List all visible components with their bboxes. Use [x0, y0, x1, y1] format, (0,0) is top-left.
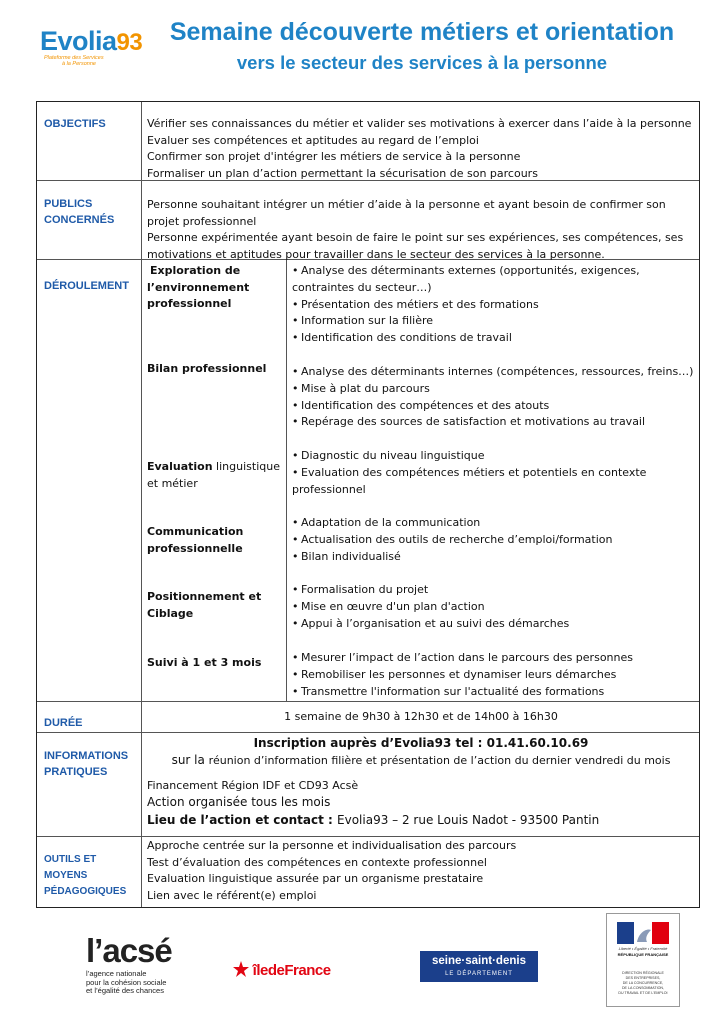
- public-item: Personne souhaitant intégrer un métier d’aide à la personne et ayant besoin de confirmer son projet professionnel: [147, 198, 666, 228]
- objectifs-label: OBJECTIFS: [44, 118, 106, 130]
- step-evaluation-bullets: [292, 448, 694, 498]
- bullet-item: • Présentation des métiers et des formations: [292, 297, 694, 314]
- objectif-item: Evaluer ses compétences et aptitudes au regard de l’emploi: [147, 133, 479, 147]
- objectif-item: Formaliser un plan d’action permettant la sécurisation de son parcours: [147, 166, 538, 180]
- step-exploration-title: Exploration de l’environnement professionnel: [147, 264, 250, 310]
- bullet-item: • Mesurer l’impact de l’action dans le parcours des personnes: [292, 650, 694, 667]
- page-subtitle: vers le secteur des services à la personne: [236, 52, 608, 73]
- outil-item: Lien avec le référent(e) emploi: [147, 888, 317, 902]
- duree-label: DURÉE: [44, 717, 83, 729]
- bullet-item: • Formalisation du projet: [292, 582, 694, 599]
- bullet-item: • Mise en œuvre d'un plan d'action: [292, 599, 694, 616]
- page-title: Semaine découverte métiers et orientation: [169, 18, 675, 46]
- label-column-divider: [141, 102, 142, 907]
- bullet-item: • Evaluation des compétences métiers et potentiels en contexte professionnel: [292, 465, 694, 499]
- program-table: [36, 101, 700, 908]
- step-bilan-title: Bilan professionnel: [147, 362, 267, 375]
- seine-saint-denis-logo: seine·saint·denis LE DÉPARTEMENT: [420, 951, 538, 982]
- outil-item: Approche centrée sur la personne et individualisation des parcours: [147, 839, 517, 852]
- acse-wordmark: l’acsé: [86, 932, 172, 969]
- step-communication-bullets: [292, 515, 694, 565]
- acse-tagline: l’agence nationale pour la cohésion sociale et l’égalité des chances: [86, 969, 167, 995]
- publics-text: [147, 197, 695, 263]
- duree-text: 1 semaine de 9h30 à 12h30 et de 14h00 à 16h30: [284, 710, 558, 723]
- bullet-item: • Analyse des déterminants externes (opportunités, exigences, contraintes du secteur…): [292, 263, 694, 297]
- inscription-text: Inscription auprès d’Evolia93 tel : 01.41.60.10.69: [253, 736, 589, 750]
- reunion-text: sur la réunion d’information filière et présentation de l’action du dernier vendredi du mois: [171, 753, 671, 767]
- bullet-item: • Repérage des sources de satisfaction et motivations au travail: [292, 414, 694, 431]
- lieu-contact-text: Lieu de l’action et contact : Evolia93 – 2 rue Louis Nadot - 93500 Pantin: [147, 813, 600, 827]
- bullet-item: • Remobiliser les personnes et dynamiser leurs démarches: [292, 667, 694, 684]
- step-positionnement-bullets: [292, 582, 694, 632]
- acse-logo: [86, 932, 196, 1008]
- bullet-item: • Information sur la filière: [292, 313, 694, 330]
- publics-label: PUBLICS CONCERNÉS: [44, 198, 115, 226]
- objectif-item: Confirmer son projet d'intégrer les métiers de service à la personne: [147, 150, 521, 163]
- evolia93-logo: [40, 26, 152, 72]
- outils-list: [147, 838, 695, 904]
- republique-francaise-logo: Liberté • Égalité • Fraternité RÉPUBLIQUE FRANÇAISE DIRECTION RÉGIONALE DES ENTREPRISES, DE LA CONCURRENCE, DE LA CONSOMMATION, DU TRAVAIL ET DE L’EMPLOI: [606, 913, 680, 1007]
- informations-label: INFORMATIONS PRATIQUES: [44, 750, 129, 778]
- bullet-item: • Adaptation de la communication: [292, 515, 694, 532]
- financement-text: Financement Région IDF et CD93 Acsè: [147, 779, 359, 792]
- outil-item: Evaluation linguistique assurée par un organisme prestataire: [147, 872, 484, 885]
- row-divider: [37, 701, 699, 702]
- bullet-item: • Diagnostic du niveau linguistique: [292, 448, 694, 465]
- star-icon: [233, 961, 249, 977]
- marianne-flag-icon: [617, 922, 669, 944]
- iledefrance-logo: îledeFrance: [233, 961, 331, 979]
- objectifs-list: [147, 116, 695, 182]
- bullet-item: • Transmettre l'information sur l'actualité des formations: [292, 684, 694, 701]
- bullet-item: • Bilan individualisé: [292, 549, 694, 566]
- step-communication-title: Communication professionnelle: [147, 525, 244, 555]
- step-evaluation-title: Evaluation linguistique et métier: [147, 460, 280, 490]
- public-item: Personne expérimentée ayant besoin de faire le point sur ses expériences, ses compétences, ses motivations et aptitudes pour travailler dans le secteur des services à la personne.: [147, 231, 684, 261]
- outil-item: Test d’évaluation des compétences en contexte professionnel: [147, 855, 487, 869]
- outils-label: OUTILS ET MOYENS PÉDAGOGIQUES: [44, 854, 127, 897]
- evolia-logo-wordmark: Evolia93: [40, 26, 143, 56]
- row-divider: [37, 732, 699, 733]
- bullet-item: • Identification des compétences et des atouts: [292, 398, 694, 415]
- row-divider: [37, 836, 699, 837]
- bullet-item: • Actualisation des outils de recherche d’emploi/formation: [292, 532, 694, 549]
- step-suivi-title: Suivi à 1 et 3 mois: [147, 656, 262, 669]
- evolia-logo-tagline: Plateforme des Services à la Personne: [44, 55, 104, 67]
- objectif-item: Vérifier ses connaissances du métier et valider ses motivations à exercer dans l’aide à la personne: [147, 117, 692, 130]
- step-suivi-bullets: [292, 650, 694, 700]
- bullet-item: • Analyse des déterminants internes (compétences, ressources, freins…): [292, 364, 694, 381]
- step-bilan-bullets: [292, 364, 694, 431]
- step-exploration-bullets: [292, 263, 694, 347]
- bullet-item: • Appui à l’organisation et au suivi des démarches: [292, 616, 694, 633]
- deroulement-label: DÉROULEMENT: [44, 280, 129, 292]
- bullet-item: • Identification des conditions de travail: [292, 330, 694, 347]
- step-positionnement-title: Positionnement et Ciblage: [147, 590, 262, 620]
- organisation-text: Action organisée tous les mois: [147, 795, 331, 809]
- bullet-item: • Mise à plat du parcours: [292, 381, 694, 398]
